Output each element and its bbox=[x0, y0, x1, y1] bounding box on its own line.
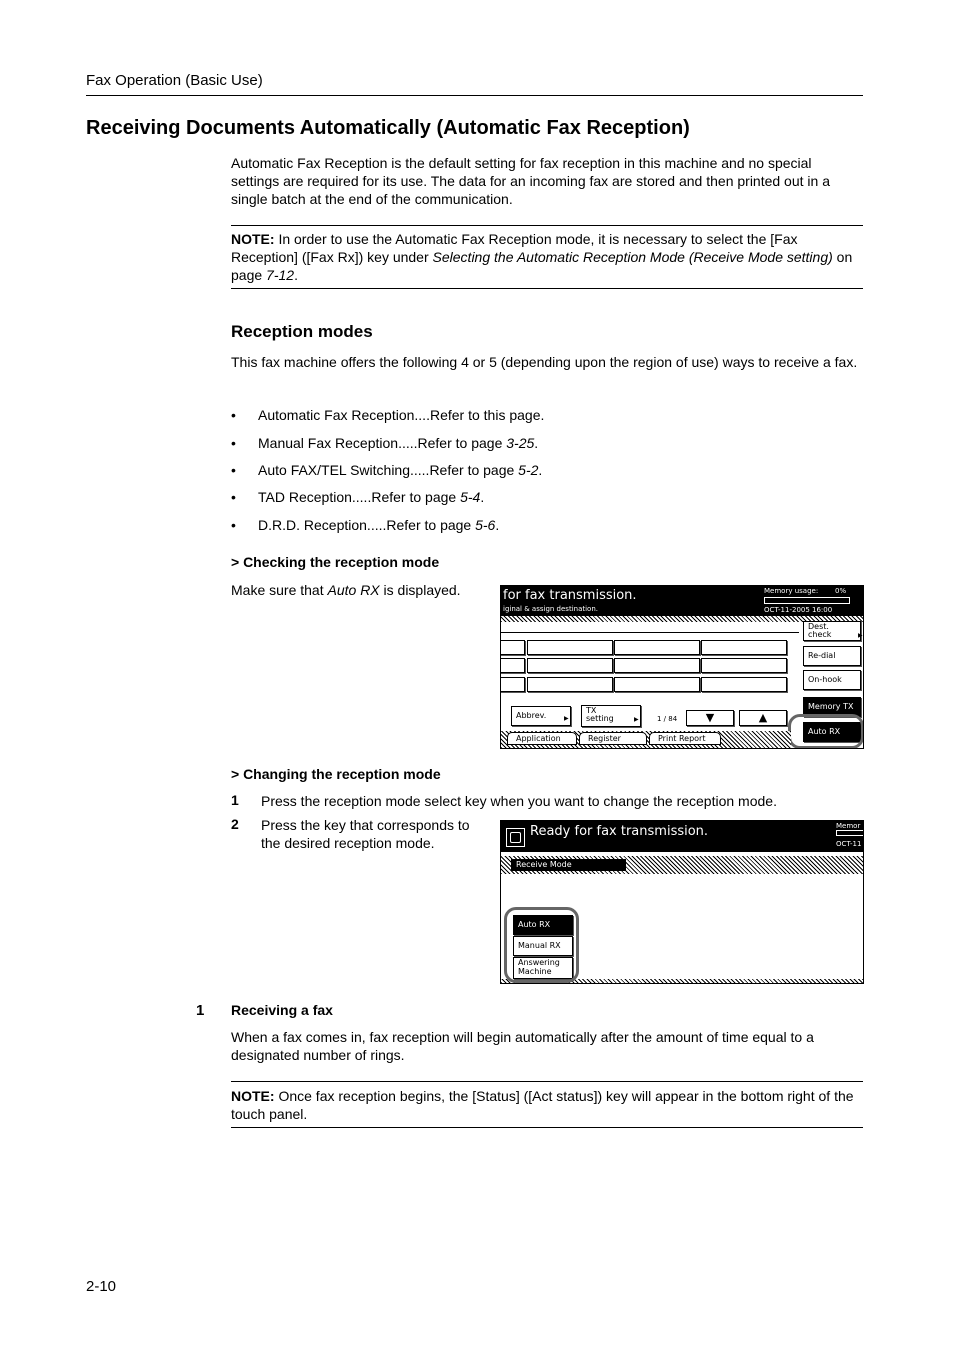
touch-panel-screenshot-2 bbox=[500, 820, 864, 984]
note-2 bbox=[231, 1087, 861, 1123]
running-header: Fax Operation (Basic Use) bbox=[86, 72, 263, 89]
note-page-ref: 7-12 bbox=[266, 267, 295, 283]
subheading-receiving: Receiving a fax bbox=[231, 1002, 333, 1018]
panel-title: for fax transmission. bbox=[503, 588, 637, 603]
memory-label: Memor bbox=[836, 822, 861, 830]
speed-dial-key[interactable] bbox=[527, 658, 613, 673]
tab-print-report[interactable]: Print Report bbox=[649, 732, 721, 745]
memory-tx-button[interactable]: Memory TX bbox=[803, 697, 861, 717]
list-item: • TAD Reception.....Refer to page 5-4. bbox=[231, 489, 485, 505]
note-rule-bottom bbox=[231, 1127, 863, 1128]
step-2-text: Press the key that corresponds to the desired reception mode. bbox=[261, 817, 470, 851]
on-hook-button[interactable]: On-hook bbox=[803, 670, 861, 690]
auto-rx-option[interactable]: Auto RX bbox=[513, 915, 573, 935]
speed-dial-key[interactable] bbox=[701, 677, 787, 692]
touch-panel-screenshot-1 bbox=[500, 585, 864, 749]
subheading-changing: > Changing the reception mode bbox=[231, 766, 441, 782]
reception-modes-intro: This fax machine offers the following 4 or 5 (depending upon the region of use) ways to receive a fax. bbox=[231, 354, 858, 370]
header-rule bbox=[86, 95, 863, 96]
speed-dial-key[interactable] bbox=[527, 640, 613, 655]
intro-paragraph: Automatic Fax Reception is the default setting for fax reception in this machine and no special settings are required for its use. The data for an incoming fax are stored and then printed out in a single batch at the end of the communication. bbox=[231, 155, 830, 207]
answering-machine-option[interactable]: Answering Machine bbox=[513, 957, 573, 979]
memory-bar bbox=[836, 830, 864, 836]
memory-usage-value: 0% bbox=[835, 587, 847, 595]
speed-dial-key[interactable] bbox=[614, 640, 700, 655]
list-item: • Auto FAX/TEL Switching.....Refer to page 5-2. bbox=[231, 462, 543, 478]
panel-datetime: OCT-11-2005 16:00 bbox=[764, 606, 833, 614]
highlight-circle bbox=[788, 714, 864, 749]
highlight-circle bbox=[504, 907, 579, 983]
speed-dial-key[interactable] bbox=[500, 658, 525, 673]
list-item: • Manual Fax Reception.....Refer to page 3-25. bbox=[231, 435, 539, 451]
note-label: NOTE: bbox=[231, 231, 275, 247]
tab-register[interactable]: Register bbox=[579, 732, 647, 745]
auto-rx-button[interactable]: Auto RX bbox=[803, 722, 861, 742]
date-label: OCT-11 bbox=[836, 840, 862, 848]
redial-button[interactable]: Re-dial bbox=[803, 646, 861, 666]
speed-dial-key[interactable] bbox=[701, 640, 787, 655]
list-item: • Automatic Fax Reception....Refer to this page. bbox=[231, 407, 545, 423]
scroll-up-button[interactable]: ▲ bbox=[739, 710, 787, 726]
note-end: . bbox=[294, 267, 298, 283]
page-number: 2-10 bbox=[86, 1278, 117, 1295]
note-text: In order to use the Automatic Fax Reception mode, it is necessary to select the [Fax Reception] ([Fax Rx]) key under bbox=[231, 231, 798, 265]
speed-dial-key[interactable] bbox=[701, 658, 787, 673]
page-counter: 1 / 84 bbox=[657, 715, 678, 723]
receive-mode-label: Receive Mode bbox=[511, 859, 626, 871]
subheading-checking: > Checking the reception mode bbox=[231, 554, 440, 570]
fax-icon bbox=[506, 828, 525, 847]
dest-check-button[interactable]: Dest. check ▶ bbox=[803, 621, 861, 641]
destination-field[interactable] bbox=[501, 622, 799, 633]
step-number: 1 bbox=[196, 1002, 205, 1019]
note-rule-top bbox=[231, 225, 863, 226]
note-1 bbox=[231, 230, 861, 284]
tx-setting-button[interactable]: TX setting ▶ bbox=[581, 705, 641, 727]
scroll-down-button[interactable]: ▼ bbox=[686, 710, 734, 726]
note-rule-top bbox=[231, 1081, 863, 1082]
checking-text: Make sure that Auto RX is displayed. bbox=[231, 582, 461, 598]
speed-dial-key[interactable] bbox=[500, 677, 525, 692]
manual-rx-option[interactable]: Manual RX bbox=[513, 936, 573, 956]
step-number: 2 bbox=[231, 816, 239, 832]
section-heading: Reception modes bbox=[231, 322, 373, 341]
panel-title-bar bbox=[501, 821, 863, 852]
note-reference-title: Selecting the Automatic Reception Mode (Receive Mode setting) bbox=[432, 249, 833, 265]
speed-dial-key[interactable] bbox=[614, 677, 700, 692]
memory-usage-label: Memory usage: bbox=[764, 587, 819, 595]
memory-usage-bar bbox=[764, 597, 850, 604]
receiving-text: When a fax comes in, fax reception will begin automatically after the amount of time equal to a designated number of rings. bbox=[231, 1029, 814, 1063]
page-title: Receiving Documents Automatically (Automatic Fax Reception) bbox=[86, 117, 690, 139]
speed-dial-key[interactable] bbox=[614, 658, 700, 673]
list-item: • D.R.D. Reception.....Refer to page 5-6. bbox=[231, 517, 500, 533]
panel-title-bar bbox=[501, 586, 863, 616]
speed-dial-key[interactable] bbox=[527, 677, 613, 692]
abbrev-button[interactable]: Abbrev. ▶ bbox=[511, 706, 571, 726]
step-number: 1 bbox=[231, 792, 239, 808]
speed-dial-key[interactable] bbox=[500, 640, 525, 655]
step-1-text: Press the reception mode select key when you want to change the reception mode. bbox=[261, 793, 777, 809]
tab-application[interactable]: Application bbox=[507, 732, 577, 745]
note-text-2: on page bbox=[231, 249, 853, 283]
note-text: Once fax reception begins, the [Status] ([Act status]) key will appear in the bottom right of the touch panel. bbox=[231, 1088, 854, 1122]
panel-subtitle: iginal & assign destination. bbox=[503, 605, 598, 613]
note-label: NOTE: bbox=[231, 1088, 275, 1104]
panel-title: Ready for fax transmission. bbox=[530, 824, 709, 839]
note-rule-bottom bbox=[231, 288, 863, 289]
